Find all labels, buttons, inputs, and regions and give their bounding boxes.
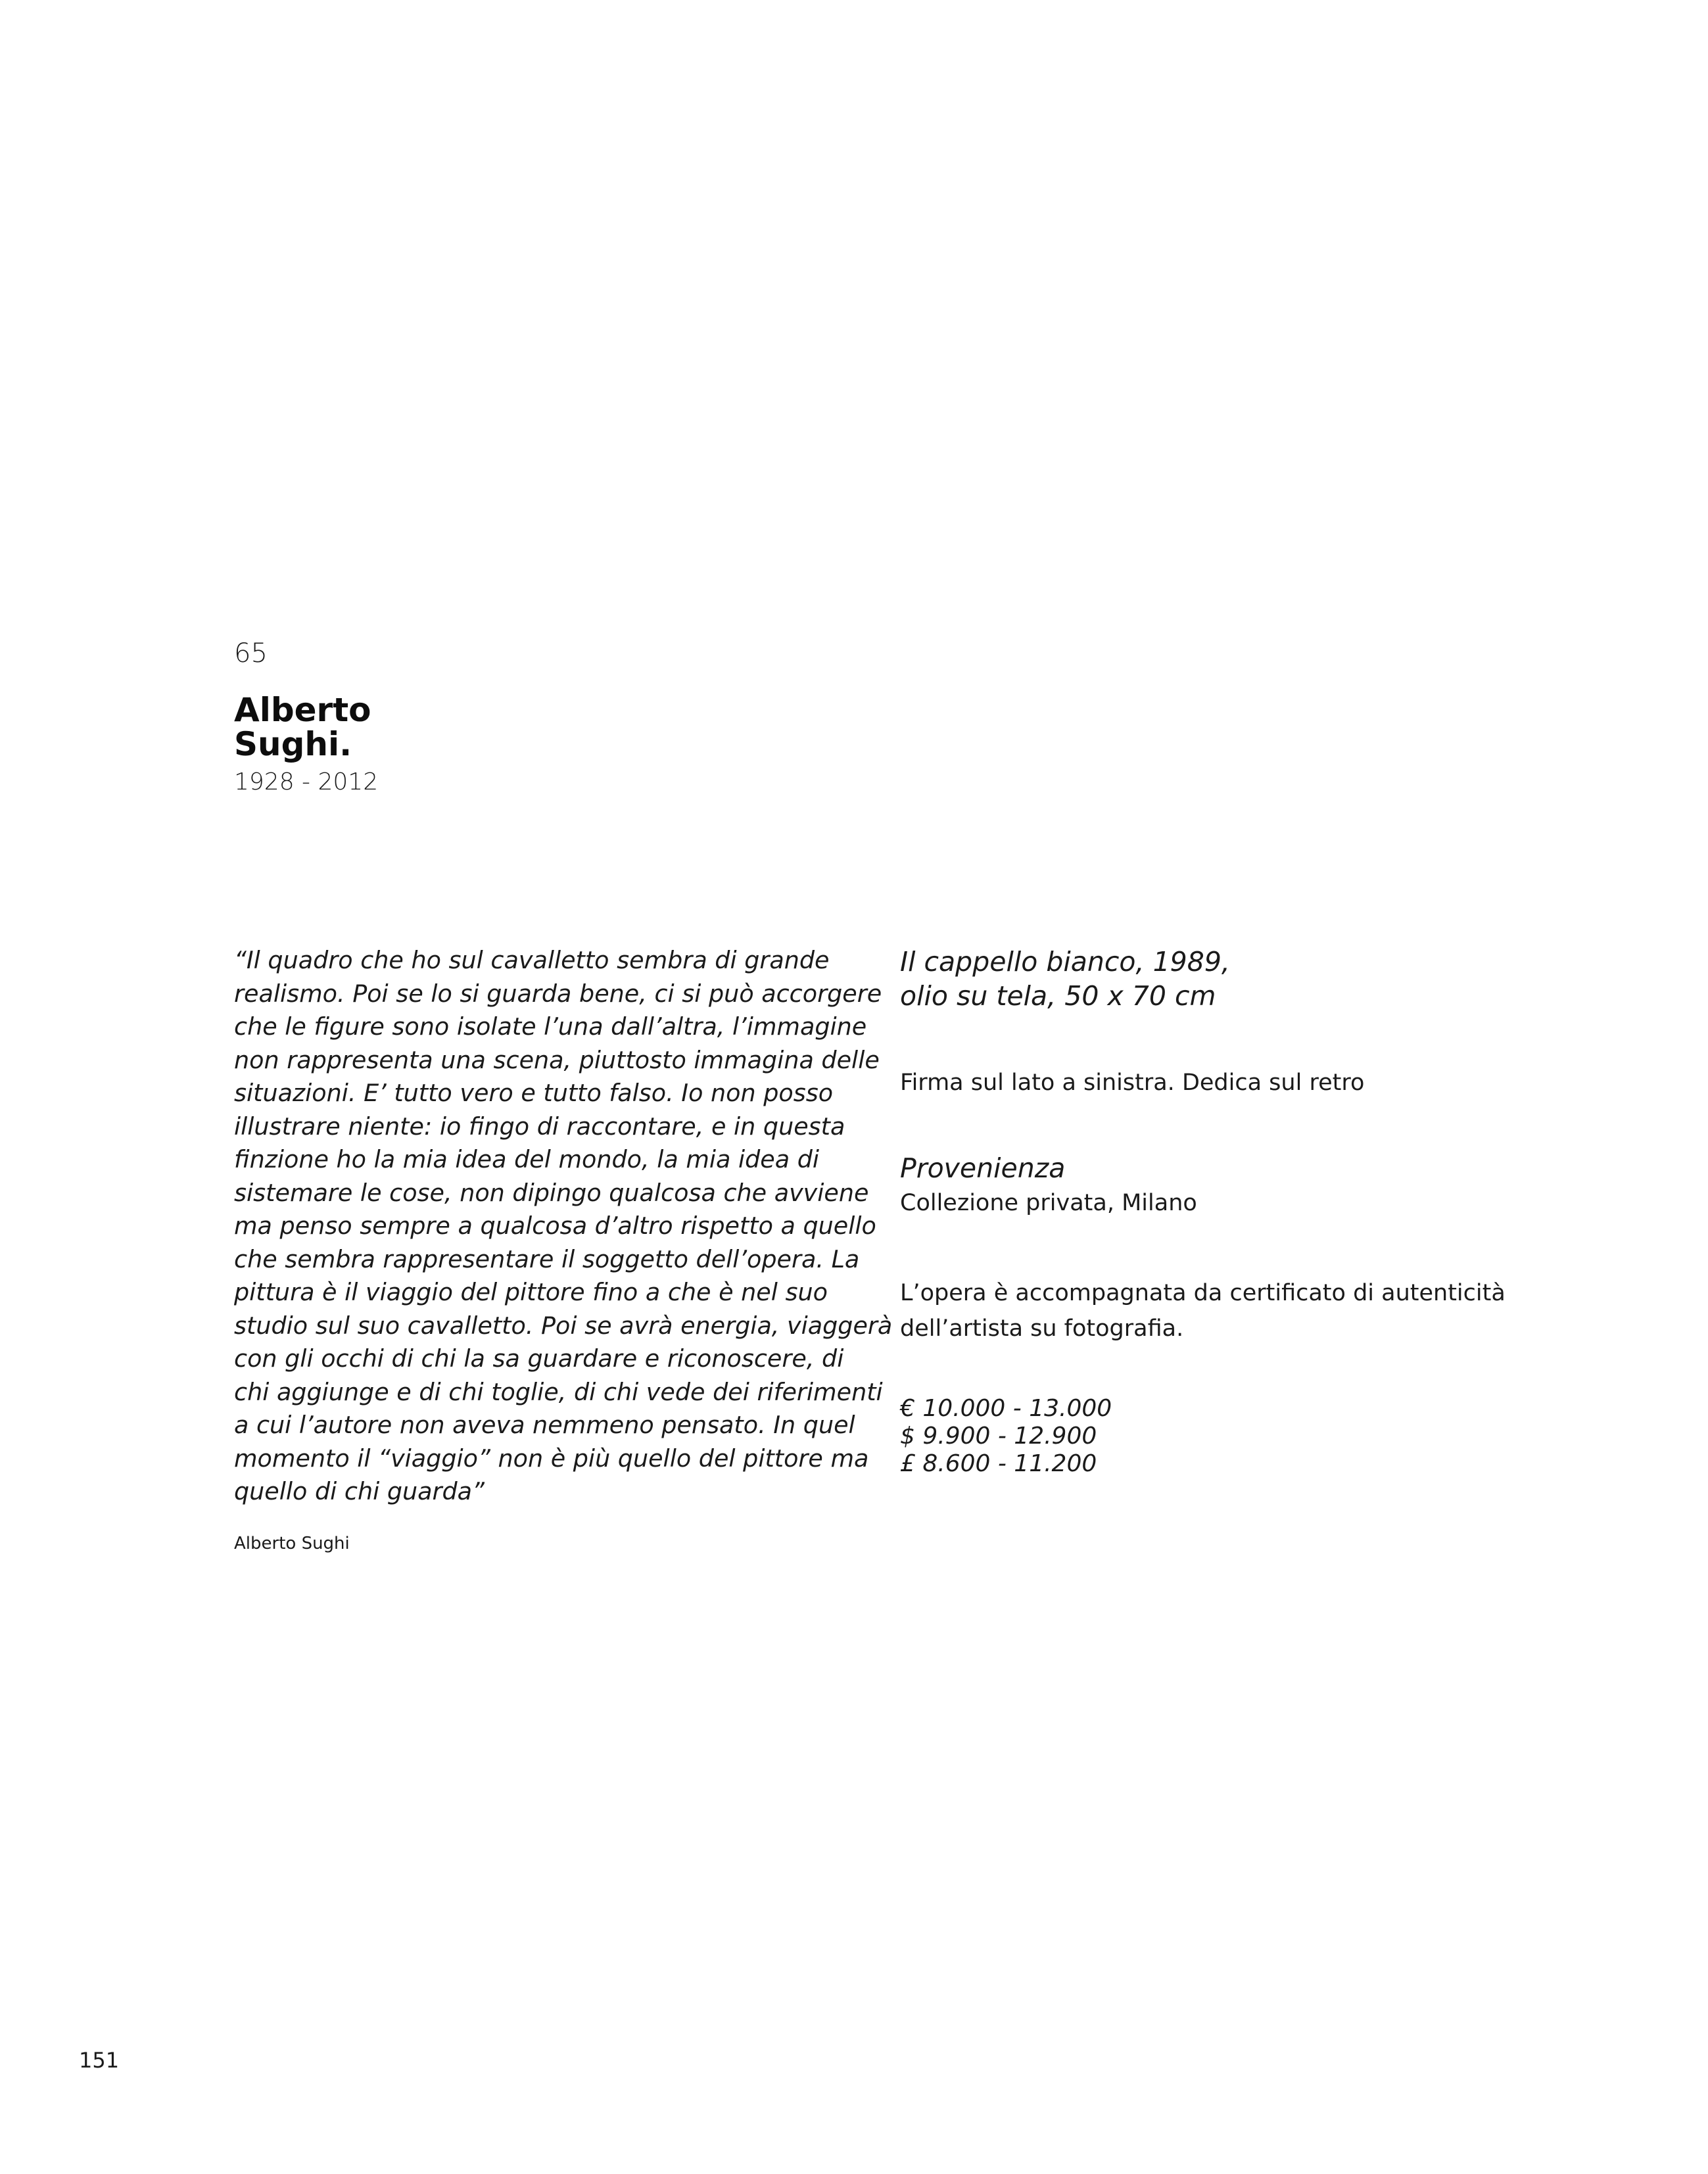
estimate-usd: $ 9.900 - 12.900 [900,1423,1097,1450]
quote-line: illustrare niente: io fingo di raccontare, e in questa [234,1112,845,1141]
certificate-line: dell’artista su fotografia. [900,1315,1184,1342]
certificate-note [900,1275,1506,1346]
certificate-line: L’opera è accompagnata da certificato di autenticità [900,1280,1506,1306]
artist-name-line: Sughi. [234,725,352,763]
quote-line: finzione ho la mia idea del mondo, la mia idea di [234,1145,820,1173]
quote-line: momento il “viaggio” non è più quello del pittore ma [234,1444,869,1473]
quote-line: studio sul suo cavalletto. Poi se avrà energia, viaggerà [234,1311,893,1340]
artwork-title-line: Il cappello bianco, 1989, [900,946,1230,978]
artwork-title-line: olio su tela, 50 x 70 cm [900,980,1216,1012]
quote-author: Alberto Sughi [234,1534,350,1553]
quote-line: pittura è il viaggio del pittore fino a che è nel suo [234,1278,828,1306]
artist-years: 1928 - 2012 [234,768,379,795]
artist-name-line: Alberto [234,691,371,729]
quote-line: “Il quadro che ho sul cavalletto sembra di grande [234,946,830,974]
lot-number: 65 [234,638,268,669]
quote-line: situazioni. E’ tutto vero e tutto falso. Io non posso [234,1079,834,1107]
quote-line: quello di chi guarda” [234,1477,485,1505]
artist-quote [234,944,891,1509]
quote-line: realismo. Poi se lo si guarda bene, ci si può accorgere [234,979,882,1008]
quote-line: che le figure sono isolate l’una dall’altra, l’immagine [234,1012,867,1041]
provenance-value: Collezione privata, Milano [900,1190,1197,1216]
estimate-eur: € 10.000 - 13.000 [900,1395,1112,1422]
quote-line: non rappresenta una scena, piuttosto immagina delle [234,1045,880,1074]
quote-line: sistemare le cose, non dipingo qualcosa che avviene [234,1178,869,1207]
quote-line: con gli occhi di chi la sa guardare e riconoscere, di [234,1344,844,1373]
artist-name [234,693,371,761]
estimate-gbp: £ 8.600 - 11.200 [900,1450,1097,1477]
quote-line: che sembra rappresentare il soggetto dell’opera. La [234,1244,860,1273]
quote-line: chi aggiunge e di chi toglie, di chi vede dei riferimenti [234,1377,883,1406]
artwork-title [900,945,1230,1013]
signature-note: Firma sul lato a sinistra. Dedica sul retro [900,1070,1365,1096]
quote-line: ma penso sempre a qualcosa d’altro rispetto a quello [234,1212,876,1240]
page-number: 151 [79,2048,120,2073]
quote-line: a cui l’autore non aveva nemmeno pensato. In quel [234,1411,855,1439]
provenance-label: Provenienza [900,1152,1066,1184]
price-estimates [900,1395,1112,1478]
